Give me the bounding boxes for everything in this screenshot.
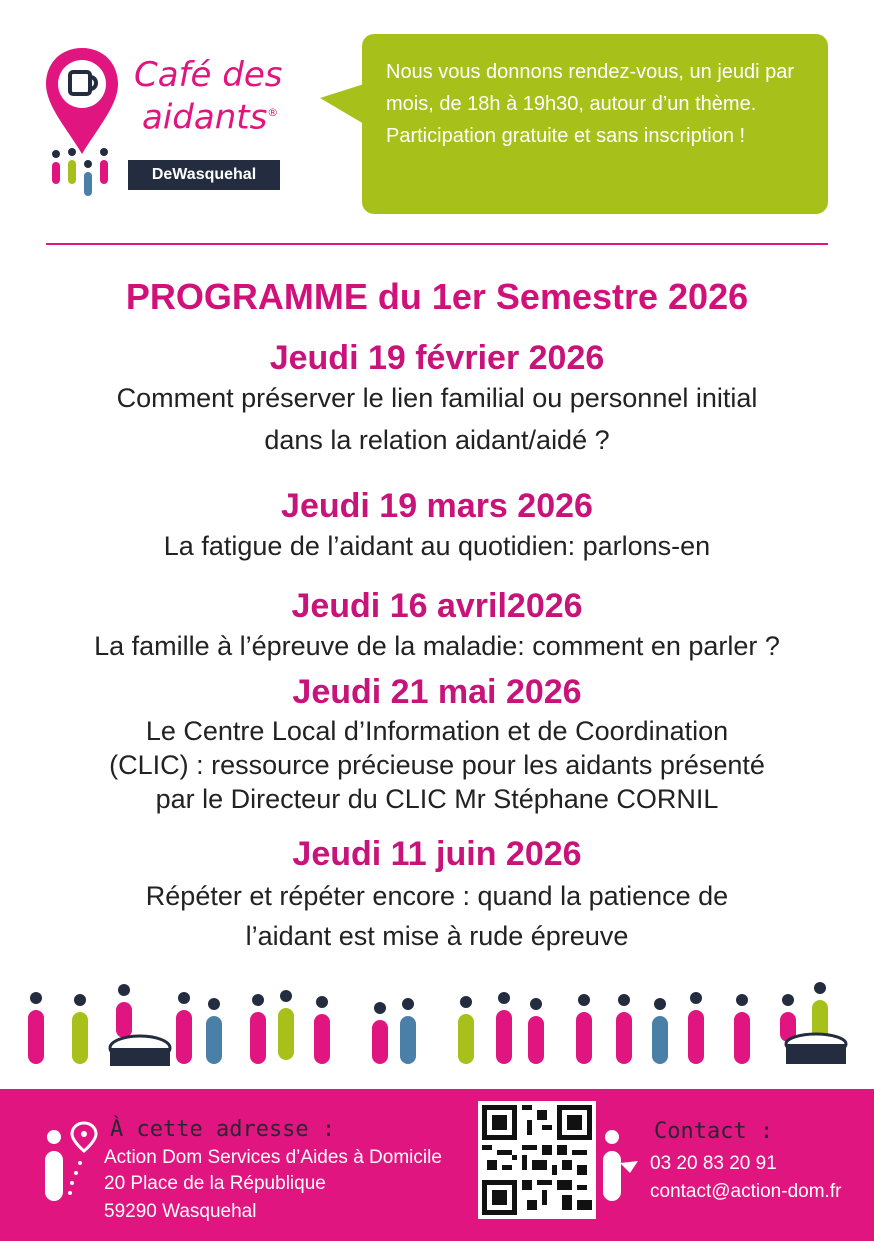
event-5	[20, 834, 854, 956]
contact-email[interactable]: contact@action-dom.fr	[650, 1181, 842, 1202]
address-title: À cette adresse :	[110, 1117, 336, 1142]
contact-title: Contact :	[654, 1119, 774, 1144]
event-date: Jeudi 21 mai 2026	[292, 673, 582, 711]
event-date: Jeudi 16 avril2026	[291, 587, 583, 625]
event-topic-line: (CLIC) : ressource précieuse pour les aidants présenté	[109, 750, 765, 780]
program-title: PROGRAMME du 1er Semestre 2026	[125, 276, 749, 317]
logo-badge: DeWasquehal	[128, 160, 280, 190]
event-topic	[20, 628, 854, 664]
info-bubble-text: Nous vous donnons rendez-vous, un jeudi par mois, de 18h à 19h30, autour d’un thème. Participation gratuite et sans inscription !	[386, 61, 795, 147]
event-date: Jeudi 19 mars 2026	[281, 487, 593, 525]
event-topic	[20, 380, 854, 458]
event-2	[20, 486, 854, 564]
location-pin-icon	[40, 1119, 100, 1229]
event-topic-line: La fatigue de l’aidant au quotidien: parlons-en	[163, 531, 711, 561]
event-topic-line: l’aidant est mise à rude épreuve	[245, 921, 629, 951]
qr-code[interactable]	[478, 1101, 596, 1219]
logo-line2: aidants	[142, 97, 268, 138]
event-topic-line: Comment préserver le lien familial ou personnel initial	[116, 383, 758, 413]
address-line: Action Dom Services d’Aides à Domicile	[104, 1147, 442, 1168]
map-pin-icon	[44, 44, 134, 204]
logo-wordmark	[134, 56, 282, 136]
event-4	[20, 672, 854, 816]
event-topic-line: La famille à l’épreuve de la maladie: comment en parler ?	[94, 631, 780, 661]
footer	[0, 1089, 874, 1241]
event-topic-line: Le Centre Local d’Information et de Coordination	[145, 716, 729, 746]
event-3	[20, 586, 854, 664]
event-topic	[20, 528, 854, 564]
bubble-tail	[320, 84, 364, 124]
event-1	[20, 338, 854, 458]
contact-person-icon	[598, 1129, 648, 1219]
cafe-des-aidants-logo	[44, 44, 294, 204]
event-topic-line: dans la relation aidant/aidé ?	[264, 425, 610, 455]
event-date: Jeudi 11 juin 2026	[292, 835, 582, 873]
event-topic	[20, 876, 854, 956]
logo-reg: ®	[267, 106, 279, 119]
event-topic	[20, 714, 854, 816]
address-line: 20 Place de la République	[104, 1173, 326, 1194]
divider	[46, 243, 828, 245]
info-bubble	[362, 34, 828, 214]
logo-line1: Café des	[134, 55, 283, 95]
qr-code-icon	[482, 1105, 592, 1215]
event-date: Jeudi 19 février 2026	[269, 339, 605, 377]
address-line: 59290 Wasquehal	[104, 1201, 257, 1222]
event-topic-line: par le Directeur du CLIC Mr Stéphane CORNIL	[155, 784, 719, 814]
contact-phone[interactable]: 03 20 83 20 91	[650, 1153, 777, 1174]
event-topic-line: Répéter et répéter encore : quand la patience de	[145, 881, 729, 911]
people-illustration	[20, 978, 854, 1078]
